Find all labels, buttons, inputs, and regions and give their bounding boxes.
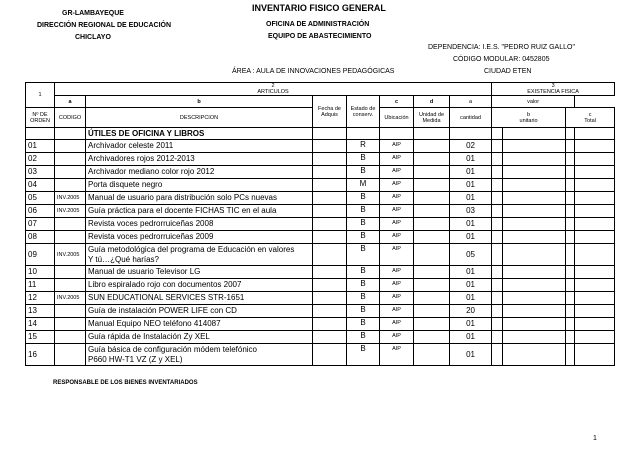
descripcion-line1: Porta disquete negro (88, 180, 163, 189)
orden-cell: 13 (26, 305, 55, 318)
unidad-cell (414, 179, 450, 192)
blank-cell (566, 192, 575, 205)
blank-cell (566, 179, 575, 192)
table-row (26, 218, 615, 231)
blank-cell (566, 318, 575, 331)
unidad-cell (414, 205, 450, 218)
cantidad-cell: 01 (450, 192, 492, 205)
blank-cell (566, 231, 575, 244)
cantidad-cell: 01 (450, 331, 492, 344)
ubicacion-cell: AIP (380, 192, 414, 205)
unidad-medida-header: Unidad de Medida (414, 108, 450, 128)
cantidad-cell: 01 (450, 218, 492, 231)
unidad-cell (414, 153, 450, 166)
total-cell (575, 166, 615, 179)
blank-cell (492, 153, 503, 166)
table-row (26, 279, 615, 292)
codigo-cell: INV.2005 (55, 244, 86, 266)
estado-cell: B (347, 153, 380, 166)
unidad-cell (414, 192, 450, 205)
cantidad-cell: 01 (450, 292, 492, 305)
cantidad-cell: 02 (450, 140, 492, 153)
estado-cell: R (347, 140, 380, 153)
unitario-cell (503, 153, 566, 166)
descripcion-cell (86, 231, 313, 244)
blank-cell (566, 244, 575, 266)
cantidad-header: cantidad (450, 108, 492, 128)
descripcion-line1: SUN EDUCATIONAL SERVICES STR-1651 (88, 293, 245, 302)
ubicacion-cell: AIP (380, 331, 414, 344)
ubicacion-cell: AIP (380, 140, 414, 153)
descripcion-line1: Archivador celeste 2011 (88, 141, 174, 150)
codigo-header: CODIGO (55, 108, 86, 128)
ubicacion-cell: AIP (380, 266, 414, 279)
fecha-cell (313, 266, 347, 279)
exist-a-letter: a (450, 96, 492, 108)
codigo-cell (55, 218, 86, 231)
unitario-cell (503, 292, 566, 305)
estado-cell: B (347, 218, 380, 231)
orden-cell: 06 (26, 205, 55, 218)
descripcion-cell (86, 153, 313, 166)
estado-cell: B (347, 205, 380, 218)
descripcion-header: DESCRIPCION (86, 108, 313, 128)
orden-cell: 14 (26, 318, 55, 331)
blank-cell (492, 305, 503, 318)
descripcion-cell (86, 244, 313, 266)
unitario-cell (503, 231, 566, 244)
blank-cell (566, 279, 575, 292)
orden-header: Nº DE ORDEN (26, 108, 55, 128)
table-row (26, 266, 615, 279)
descripcion-line1: Guía rápida de Instalación Zy XEL (88, 332, 210, 341)
unitario-cell (503, 218, 566, 231)
unidad-cell (414, 318, 450, 331)
orden-cell: 10 (26, 266, 55, 279)
unitario-cell (503, 331, 566, 344)
ubicacion-cell: AIP (380, 279, 414, 292)
responsable-label: RESPONSABLE DE LOS BIENES INVENTARIADOS (53, 380, 198, 386)
blank-cell (492, 318, 503, 331)
total-cell (575, 266, 615, 279)
descripcion-line2: P660 HW-T1 VZ (Z y XEL) (88, 354, 183, 364)
oficina-label: OFICINA DE ADMINISTRACIÓN (266, 21, 370, 28)
letter-c: c (380, 96, 414, 108)
total-cell (575, 305, 615, 318)
total-cell (575, 331, 615, 344)
letter-a: a (55, 96, 86, 108)
ciudad-chiclayo-label: CHICLAYO (75, 34, 111, 41)
codigo-cell: INV.2005 (55, 292, 86, 305)
codigo-cell (55, 179, 86, 192)
table-row (26, 205, 615, 218)
exist-c-letter: c (588, 111, 592, 118)
valor-header: valor (492, 96, 575, 108)
header-row-numbers (26, 83, 615, 96)
total-cell (575, 153, 615, 166)
cantidad-cell: 01 (450, 153, 492, 166)
fecha-cell (313, 192, 347, 205)
table-row (26, 140, 615, 153)
descripcion-line1: Revista voces pedrorruiceñas 2009 (88, 232, 214, 241)
unitario-cell (503, 279, 566, 292)
section-row (26, 128, 615, 140)
blank-cell (566, 266, 575, 279)
total-cell (575, 279, 615, 292)
blank-cell (492, 166, 503, 179)
table-row (26, 153, 615, 166)
unidad-cell (414, 166, 450, 179)
unitario-cell (503, 305, 566, 318)
orden-cell: 07 (26, 218, 55, 231)
cantidad-cell: 01 (450, 179, 492, 192)
ubicacion-cell: AIP (380, 179, 414, 192)
ubicacion-cell: AIP (380, 166, 414, 179)
estado-cell: B (347, 331, 380, 344)
descripcion-cell (86, 305, 313, 318)
estado-cell: B (347, 231, 380, 244)
blank-cell (492, 331, 503, 344)
blank-cell (566, 166, 575, 179)
unitario-cell (503, 266, 566, 279)
unitario-label: unitario (519, 117, 538, 124)
descripcion-line1: Manual de usuario para distribución solo PCs nuevas (88, 193, 277, 202)
unidad-cell (414, 305, 450, 318)
cantidad-cell: 01 (450, 318, 492, 331)
ubicacion-cell: AIP (380, 344, 414, 366)
fecha-cell (313, 140, 347, 153)
table-row (26, 344, 615, 366)
blank-cell (492, 231, 503, 244)
inventory-table (25, 82, 615, 366)
descripcion-line1: Manual Equipo NEO teléfono 414087 (88, 319, 221, 328)
cantidad-cell: 01 (450, 166, 492, 179)
unitario-cell (503, 205, 566, 218)
descripcion-cell (86, 192, 313, 205)
orden-cell: 04 (26, 179, 55, 192)
letter-b: b (86, 96, 313, 108)
total-cell (575, 205, 615, 218)
col1-number: 1 (26, 83, 55, 108)
codigo-cell (55, 279, 86, 292)
blank-cell (566, 218, 575, 231)
descripcion-cell (86, 318, 313, 331)
fecha-cell (313, 344, 347, 366)
descripcion-line1: Revista voces pedrorruiceñas 2008 (88, 219, 214, 228)
table-row (26, 331, 615, 344)
cantidad-cell: 01 (450, 344, 492, 366)
col3-title: EXISTENCIA FISICA (527, 89, 579, 95)
cantidad-cell: 05 (450, 244, 492, 266)
descripcion-cell (86, 179, 313, 192)
total-cell (575, 140, 615, 153)
page-title: INVENTARIO FISICO GENERAL (252, 3, 386, 13)
fecha-cell (313, 305, 347, 318)
estado-cell: B (347, 305, 380, 318)
ubicacion-cell: AIP (380, 318, 414, 331)
codigo-cell (55, 140, 86, 153)
unitario-cell (503, 140, 566, 153)
orden-cell: 03 (26, 166, 55, 179)
cantidad-cell: 01 (450, 231, 492, 244)
existencia-header (492, 83, 615, 96)
table-row (26, 244, 615, 266)
ubicacion-cell: AIP (380, 218, 414, 231)
table-row (26, 166, 615, 179)
orden-cell: 12 (26, 292, 55, 305)
unitario-cell (503, 166, 566, 179)
unidad-cell (414, 140, 450, 153)
area-label: ÁREA : AULA DE INNOVACIONES PEDAGÓGICAS (232, 68, 395, 75)
descripcion-line1: Guía práctica para el docente FICHAS TIC en el aula (88, 206, 277, 215)
fecha-cell (313, 318, 347, 331)
blank-cell (566, 140, 575, 153)
blank-cell (492, 192, 503, 205)
page-number: 1 (593, 435, 597, 442)
ubicacion-cell: AIP (380, 153, 414, 166)
estado-cell: B (347, 244, 380, 266)
total-cell (575, 318, 615, 331)
fecha-cell (313, 166, 347, 179)
descripcion-line2: Y tú…¿Qué harías? (88, 254, 159, 264)
descripcion-cell (86, 292, 313, 305)
estado-cell: B (347, 318, 380, 331)
orden-cell: 08 (26, 231, 55, 244)
blank-cell (492, 140, 503, 153)
descripcion-line1: Guía básica de configuración módem telefónico (88, 344, 257, 354)
descripcion-line1: Archivador mediano color rojo 2012 (88, 167, 215, 176)
codigo-cell (55, 166, 86, 179)
col2-title: ARTICULOS (257, 89, 289, 95)
codigo-cell (55, 318, 86, 331)
blank-cell (566, 305, 575, 318)
codigo-cell (55, 231, 86, 244)
codigo-cell: INV.2005 (55, 192, 86, 205)
cantidad-cell: 03 (450, 205, 492, 218)
estado-cell: B (347, 266, 380, 279)
unidad-cell (414, 344, 450, 366)
total-label: Total (584, 117, 596, 124)
descripcion-line1: Archivadores rojos 2012-2013 (88, 154, 195, 163)
blank-cell (566, 331, 575, 344)
col3-number: 3 (551, 83, 555, 89)
total-cell (575, 244, 615, 266)
descripcion-cell (86, 279, 313, 292)
codigo-cell (55, 344, 86, 366)
blank-cell (492, 266, 503, 279)
orden-cell: 16 (26, 344, 55, 366)
blank-cell (492, 244, 503, 266)
unidad-cell (414, 244, 450, 266)
unidad-cell (414, 266, 450, 279)
estado-cell: B (347, 292, 380, 305)
col2-number: 2 (271, 83, 275, 89)
descripcion-cell (86, 218, 313, 231)
fecha-cell (313, 179, 347, 192)
fecha-cell (313, 244, 347, 266)
table-row (26, 179, 615, 192)
table-row (26, 192, 615, 205)
ubicacion-cell: AIP (380, 244, 414, 266)
codigo-cell (55, 266, 86, 279)
cantidad-cell: 01 (450, 279, 492, 292)
fecha-cell (313, 231, 347, 244)
ciudad-label: CIUDAD ETEN (484, 68, 532, 75)
blank-cell (492, 179, 503, 192)
unidad-cell (414, 292, 450, 305)
total-header (566, 108, 615, 128)
codigo-cell (55, 331, 86, 344)
codigo-cell (55, 305, 86, 318)
estado-cell: M (347, 179, 380, 192)
unitario-cell (503, 344, 566, 366)
orden-cell: 05 (26, 192, 55, 205)
unitario-cell (503, 318, 566, 331)
descripcion-line1: Libro espiralado rojo con documentos 2007 (88, 280, 242, 289)
orden-cell: 11 (26, 279, 55, 292)
cantidad-cell: 01 (450, 266, 492, 279)
codigo-cell: INV.2005 (55, 205, 86, 218)
articulos-header (55, 83, 492, 96)
letter-d: d (414, 96, 450, 108)
total-cell (575, 192, 615, 205)
unidad-cell (414, 218, 450, 231)
section-title: ÚTILES DE OFICINA Y LIBROS (86, 128, 313, 140)
header-row-letters (26, 96, 615, 108)
estado-cell: B (347, 279, 380, 292)
fecha-cell (313, 153, 347, 166)
table-row (26, 231, 615, 244)
descripcion-line1: Guía de instalación POWER LIFE con CD (88, 306, 237, 315)
blank-cell (492, 292, 503, 305)
unitario-header (492, 108, 566, 128)
blank-cell (566, 344, 575, 366)
exist-b-letter: b (527, 111, 531, 118)
ubicacion-header: Ubicación (380, 108, 414, 128)
blank-cell (566, 153, 575, 166)
blank-cell (492, 279, 503, 292)
descripcion-cell (86, 331, 313, 344)
descripcion-cell (86, 140, 313, 153)
descripcion-cell (86, 205, 313, 218)
blank-cell (492, 218, 503, 231)
ubicacion-cell: AIP (380, 231, 414, 244)
orden-cell: 09 (26, 244, 55, 266)
cantidad-cell: 20 (450, 305, 492, 318)
total-cell (575, 179, 615, 192)
codigo-cell (55, 153, 86, 166)
fecha-cell (313, 292, 347, 305)
total-cell (575, 231, 615, 244)
estado-cell: B (347, 344, 380, 366)
unidad-cell (414, 279, 450, 292)
dependencia-label: DEPENDENCIA: I.E.S. "PEDRO RUIZ GALLO" (428, 44, 575, 51)
orden-cell: 02 (26, 153, 55, 166)
ubicacion-cell: AIP (380, 305, 414, 318)
unitario-cell (503, 192, 566, 205)
fecha-adquis-header: Fecha de Adquis (313, 96, 347, 128)
estado-cell: B (347, 166, 380, 179)
ubicacion-cell: AIP (380, 205, 414, 218)
descripcion-cell (86, 166, 313, 179)
blank-cell (492, 205, 503, 218)
fecha-cell (313, 331, 347, 344)
unitario-cell (503, 244, 566, 266)
blank-cell (566, 205, 575, 218)
table-row (26, 292, 615, 305)
unidad-cell (414, 331, 450, 344)
descripcion-line1: Manual de usuario Televisor LG (88, 267, 201, 276)
estado-header: Estado de conserv. (347, 96, 380, 128)
table-row (26, 318, 615, 331)
codigo-modular-label: CÓDIGO MODULAR: 0452805 (453, 56, 550, 63)
descripcion-cell (86, 344, 313, 366)
total-cell (575, 292, 615, 305)
orden-cell: 01 (26, 140, 55, 153)
total-cell (575, 344, 615, 366)
table-row (26, 305, 615, 318)
estado-cell: B (347, 192, 380, 205)
unitario-cell (503, 179, 566, 192)
unidad-cell (414, 231, 450, 244)
fecha-cell (313, 218, 347, 231)
blank-cell (492, 344, 503, 366)
descripcion-cell (86, 266, 313, 279)
direccion-label: DIRECCIÓN REGIONAL DE EDUCACIÓN (37, 22, 172, 29)
region-label: GR-LAMBAYEQUE (62, 10, 124, 17)
total-cell (575, 218, 615, 231)
fecha-cell (313, 205, 347, 218)
descripcion-line1: Guía metodológica del programa de Educación en valores (88, 244, 295, 254)
fecha-cell (313, 279, 347, 292)
blank-cell (566, 292, 575, 305)
equipo-label: EQUIPO DE ABASTECIMIENTO (268, 33, 372, 40)
orden-cell: 15 (26, 331, 55, 344)
ubicacion-cell: AIP (380, 292, 414, 305)
